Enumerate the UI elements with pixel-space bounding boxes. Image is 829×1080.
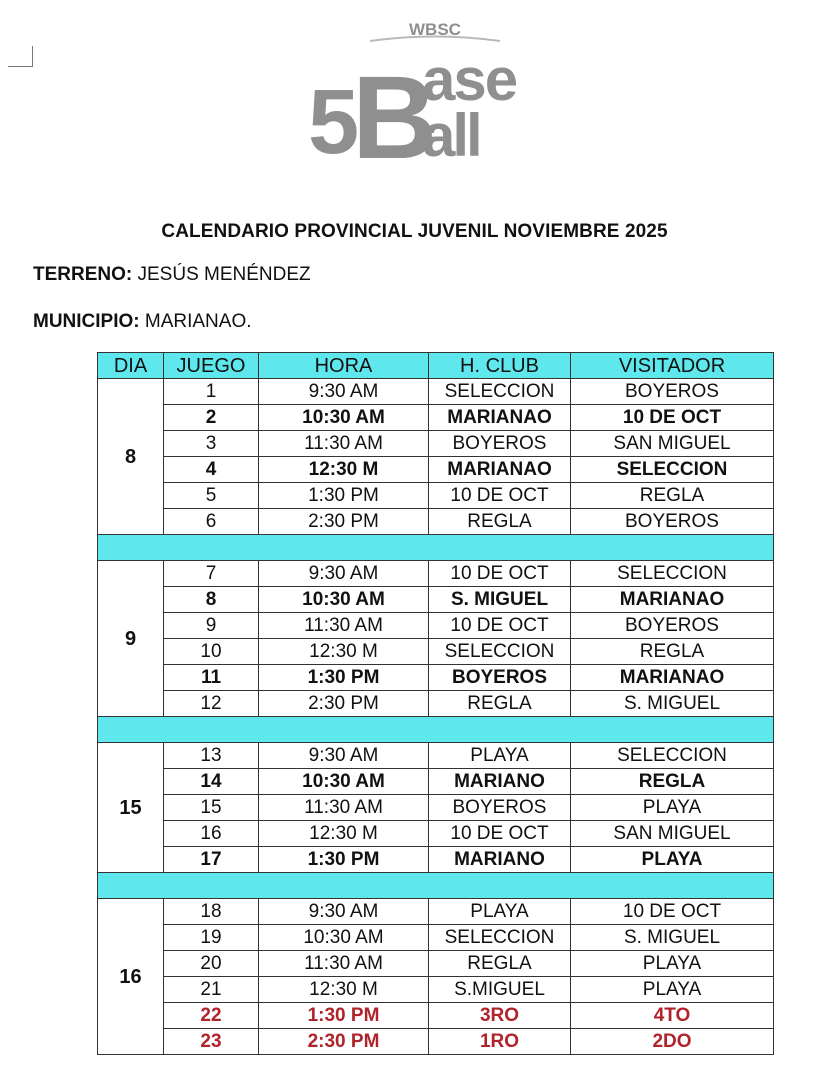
hora-cell: 1:30 PM — [259, 665, 429, 691]
game-row — [98, 587, 774, 613]
juego-cell: 10 — [164, 639, 259, 665]
juego-cell: 5 — [164, 483, 259, 509]
terreno-value: JESÚS MENÉNDEZ — [132, 264, 311, 285]
logo-wbsc-text: WBSC — [409, 20, 461, 39]
game-row — [98, 977, 774, 1003]
hora-cell: 10:30 AM — [259, 925, 429, 951]
hora-cell: 12:30 M — [259, 457, 429, 483]
juego-cell: 2 — [164, 405, 259, 431]
visitador-cell: PLAYA — [571, 977, 774, 1003]
hora-cell: 2:30 PM — [259, 509, 429, 535]
game-row — [98, 379, 774, 405]
hora-cell: 11:30 AM — [259, 951, 429, 977]
home-club-cell: REGLA — [429, 951, 571, 977]
hora-cell: 1:30 PM — [259, 1003, 429, 1029]
page-corner-mark — [8, 46, 33, 67]
juego-cell: 7 — [164, 561, 259, 587]
home-club-cell: PLAYA — [429, 743, 571, 769]
game-row — [98, 431, 774, 457]
hora-cell: 9:30 AM — [259, 379, 429, 405]
home-club-cell: PLAYA — [429, 899, 571, 925]
game-row — [98, 639, 774, 665]
day-separator-row — [98, 717, 774, 743]
day-cell: 8 — [98, 379, 164, 535]
hora-cell: 9:30 AM — [259, 743, 429, 769]
home-club-cell: BOYEROS — [429, 665, 571, 691]
hora-cell: 10:30 AM — [259, 769, 429, 795]
hora-cell: 9:30 AM — [259, 561, 429, 587]
home-club-cell: 10 DE OCT — [429, 561, 571, 587]
juego-cell: 4 — [164, 457, 259, 483]
visitador-cell: S. MIGUEL — [571, 925, 774, 951]
hora-cell: 11:30 AM — [259, 613, 429, 639]
juego-cell: 9 — [164, 613, 259, 639]
hora-cell: 9:30 AM — [259, 899, 429, 925]
hora-cell: 10:30 AM — [259, 405, 429, 431]
game-row — [98, 951, 774, 977]
hora-cell: 11:30 AM — [259, 431, 429, 457]
juego-cell: 19 — [164, 925, 259, 951]
home-club-cell: SELECCION — [429, 639, 571, 665]
municipio-label: MUNICIPIO: — [33, 311, 140, 332]
day-separator-cell — [98, 717, 774, 743]
visitador-cell: BOYEROS — [571, 379, 774, 405]
visitador-cell: 4TO — [571, 1003, 774, 1029]
visitador-cell: 2DO — [571, 1029, 774, 1055]
game-row — [98, 769, 774, 795]
home-club-cell: 10 DE OCT — [429, 821, 571, 847]
game-row — [98, 665, 774, 691]
svg-text:ase: ase — [422, 46, 517, 113]
visitador-cell: MARIANAO — [571, 587, 774, 613]
day-cell: 16 — [98, 899, 164, 1055]
hora-cell: 12:30 M — [259, 821, 429, 847]
visitador-cell: REGLA — [571, 639, 774, 665]
visitador-cell: BOYEROS — [571, 509, 774, 535]
header-hora: HORA — [259, 353, 429, 379]
juego-cell: 17 — [164, 847, 259, 873]
game-row — [98, 457, 774, 483]
header-dia: DIA — [98, 353, 164, 379]
header-visitador: VISITADOR — [571, 353, 774, 379]
hora-cell: 12:30 M — [259, 639, 429, 665]
home-club-cell: REGLA — [429, 509, 571, 535]
juego-cell: 16 — [164, 821, 259, 847]
hora-cell: 1:30 PM — [259, 847, 429, 873]
visitador-cell: S. MIGUEL — [571, 691, 774, 717]
visitador-cell: SELECCION — [571, 743, 774, 769]
day-separator-cell — [98, 535, 774, 561]
game-row — [98, 483, 774, 509]
home-club-cell: REGLA — [429, 691, 571, 717]
home-club-cell: S.MIGUEL — [429, 977, 571, 1003]
day-separator-cell — [98, 873, 774, 899]
page-title: CALENDARIO PROVINCIAL JUVENIL NOVIEMBRE 2025 — [161, 221, 668, 242]
game-row — [98, 509, 774, 535]
hora-cell: 1:30 PM — [259, 483, 429, 509]
wbsc-baseball5-logo — [300, 18, 570, 168]
game-row — [98, 847, 774, 873]
visitador-cell: 10 DE OCT — [571, 899, 774, 925]
game-row — [98, 1003, 774, 1029]
game-row — [98, 613, 774, 639]
svg-text:all: all — [422, 102, 480, 168]
hora-cell: 2:30 PM — [259, 691, 429, 717]
day-separator-row — [98, 535, 774, 561]
juego-cell: 15 — [164, 795, 259, 821]
game-row — [98, 925, 774, 951]
visitador-cell: SELECCION — [571, 561, 774, 587]
juego-cell: 11 — [164, 665, 259, 691]
juego-cell: 13 — [164, 743, 259, 769]
hora-cell: 12:30 M — [259, 977, 429, 1003]
schedule-body — [98, 379, 774, 1055]
home-club-cell: S. MIGUEL — [429, 587, 571, 613]
visitador-cell: REGLA — [571, 483, 774, 509]
juego-cell: 14 — [164, 769, 259, 795]
visitador-cell: BOYEROS — [571, 613, 774, 639]
juego-cell: 23 — [164, 1029, 259, 1055]
game-row — [98, 1029, 774, 1055]
home-club-cell: BOYEROS — [429, 795, 571, 821]
day-separator-row — [98, 873, 774, 899]
juego-cell: 22 — [164, 1003, 259, 1029]
juego-cell: 20 — [164, 951, 259, 977]
day-cell: 15 — [98, 743, 164, 873]
schedule-header — [98, 353, 774, 379]
juego-cell: 18 — [164, 899, 259, 925]
juego-cell: 1 — [164, 379, 259, 405]
visitador-cell: SELECCION — [571, 457, 774, 483]
home-club-cell: 10 DE OCT — [429, 483, 571, 509]
schedule-table — [97, 352, 774, 1055]
svg-text:5: 5 — [308, 71, 360, 168]
juego-cell: 21 — [164, 977, 259, 1003]
hora-cell: 11:30 AM — [259, 795, 429, 821]
home-club-cell: MARIANO — [429, 847, 571, 873]
game-row — [98, 795, 774, 821]
visitador-cell: REGLA — [571, 769, 774, 795]
visitador-cell: 10 DE OCT — [571, 405, 774, 431]
hora-cell: 2:30 PM — [259, 1029, 429, 1055]
game-row — [98, 691, 774, 717]
home-club-cell: SELECCION — [429, 379, 571, 405]
day-cell: 9 — [98, 561, 164, 717]
home-club-cell: BOYEROS — [429, 431, 571, 457]
municipio-value: MARIANAO. — [139, 311, 252, 332]
visitador-cell: PLAYA — [571, 847, 774, 873]
visitador-cell: SAN MIGUEL — [571, 821, 774, 847]
svg-text:B: B — [352, 52, 438, 168]
visitador-cell: SAN MIGUEL — [571, 431, 774, 457]
juego-cell: 6 — [164, 509, 259, 535]
juego-cell: 8 — [164, 587, 259, 613]
home-club-cell: MARIANAO — [429, 457, 571, 483]
home-club-cell: MARIANAO — [429, 405, 571, 431]
home-club-cell: SELECCION — [429, 925, 571, 951]
home-club-cell: MARIANO — [429, 769, 571, 795]
game-row — [98, 405, 774, 431]
juego-cell: 3 — [164, 431, 259, 457]
header-club: H. CLUB — [429, 353, 571, 379]
game-row — [98, 899, 774, 925]
game-row — [98, 743, 774, 769]
municipio-line — [33, 311, 252, 333]
visitador-cell: MARIANAO — [571, 665, 774, 691]
visitador-cell: PLAYA — [571, 951, 774, 977]
game-row — [98, 561, 774, 587]
juego-cell: 12 — [164, 691, 259, 717]
terreno-label: TERRENO: — [33, 264, 133, 285]
terreno-line — [33, 264, 311, 286]
home-club-cell: 1RO — [429, 1029, 571, 1055]
game-row — [98, 821, 774, 847]
header-juego: JUEGO — [164, 353, 259, 379]
home-club-cell: 10 DE OCT — [429, 613, 571, 639]
home-club-cell: 3RO — [429, 1003, 571, 1029]
visitador-cell: PLAYA — [571, 795, 774, 821]
hora-cell: 10:30 AM — [259, 587, 429, 613]
